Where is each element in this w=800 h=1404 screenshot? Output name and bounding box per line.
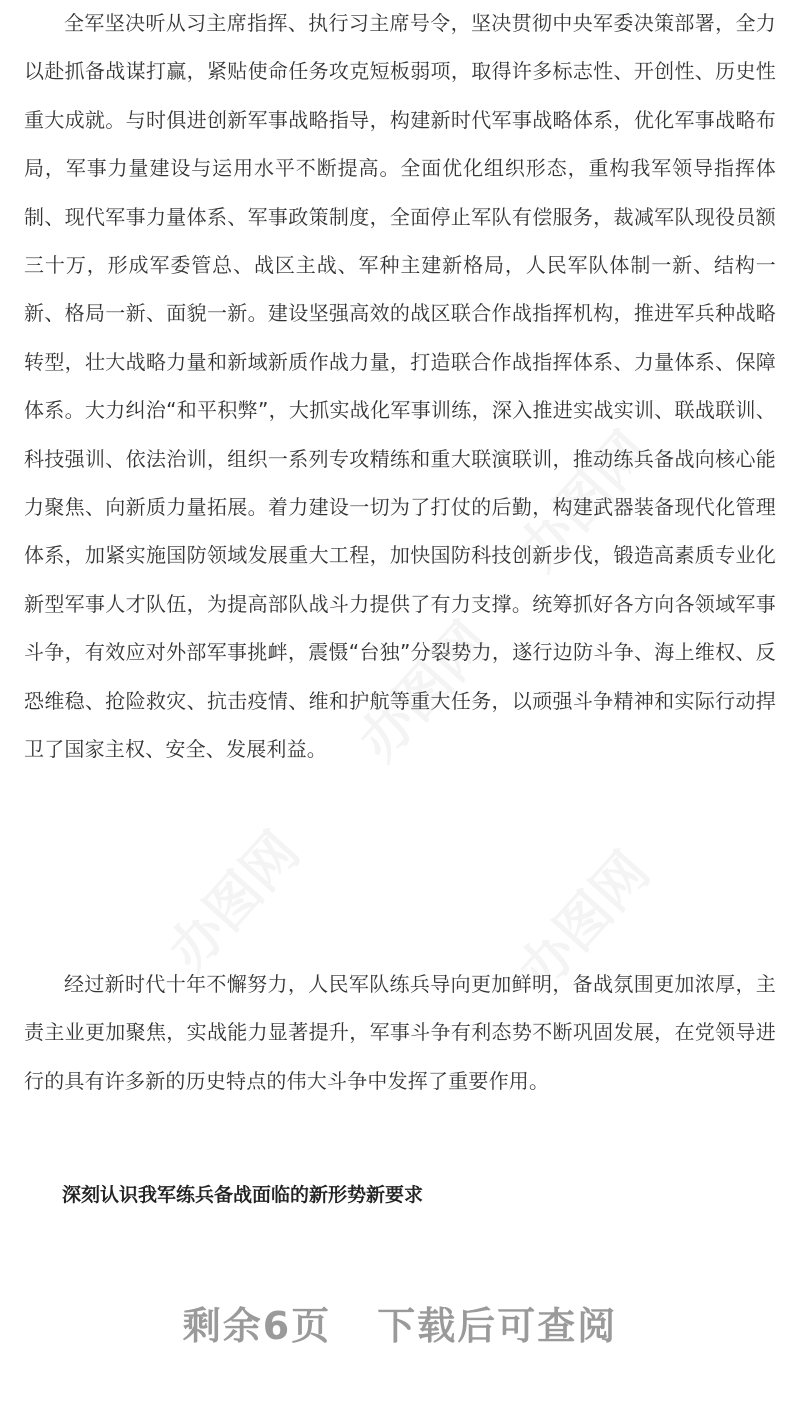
download-prompt[interactable] (0, 1298, 800, 1354)
section-heading: 深刻认识我军练兵备战面临的新形势新要求 (62, 1184, 424, 1206)
download-hint-label: 下载后可查阅 (377, 1304, 618, 1348)
remaining-pages-label: 剩余6页 (182, 1304, 332, 1348)
body-paragraph: 经过新时代十年不懈努力，人民军队练兵导向更加鲜明，备战氛围更加浓厚，主责主业更加聚焦，实战能力显著提升，军事斗争有利态势不断巩固发展，在党领导进行的具有许多新的历史特点的伟大斗争中发挥了重要作用。 (24, 972, 776, 1093)
watermark-text: 办图网 (156, 819, 312, 983)
watermark-text: 办图网 (346, 609, 502, 773)
body-paragraph: 全军坚决听从习主席指挥、执行习主席号令，坚决贯彻中央军委决策部署，全力以赴抓备战谋打赢，紧贴使命任务攻克短板弱项，取得许多标志性、开创性、历史性重大成就。与时俱进创新军事战略指导，构建新时代军事战略体系，优化军事战略布局，军事力量建设与运用水平不断提高。全面优化组织形态，重构我军领导指挥体制、现代军事力量体系、军事政策制度，全面停止军队有偿服务，裁减军队现役员额三十万，形成军委管总、战区主战、军种主建新格局，人民军队体制一新、结构一新、格局一新、面貌一新。建设坚强高效的战区联合作战指挥机构，推进军兵种战略转型，壮大战略力量和新域新质作战力量，打造联合作战指挥体系、力量体系、保障体系。大力纠治“和平积弊”，大抓实战化军事训练，深入推进实战实训、联战联训、科技强训、依法治训，组织一系列专攻精练和重大联演联训，推动练兵备战向核心能力聚焦、向新质力量拓展。着力建设一切为了打仗的后勤，构建武器装备现代化管理体系，加紧实施国防领域发展重大工程，加快国防科技创新步伐，锻造高素质专业化新型军事人才队伍，为提高部队战斗力提供了有力支撑。统筹抓好各方向各领域军事斗争，有效应对外部军事挑衅，震慑“台独”分裂势力，遂行边防斗争、海上维权、反恐维稳、抢险救灾、抗击疫情、维和护航等重大任务，以顽强斗争精神和实际行动捍卫了国家主权、安全、发展利益。 (24, 11, 776, 762)
watermark-text: 办图网 (506, 419, 662, 583)
watermark (148, 813, 314, 985)
watermark-text: 办图网 (506, 839, 662, 1003)
